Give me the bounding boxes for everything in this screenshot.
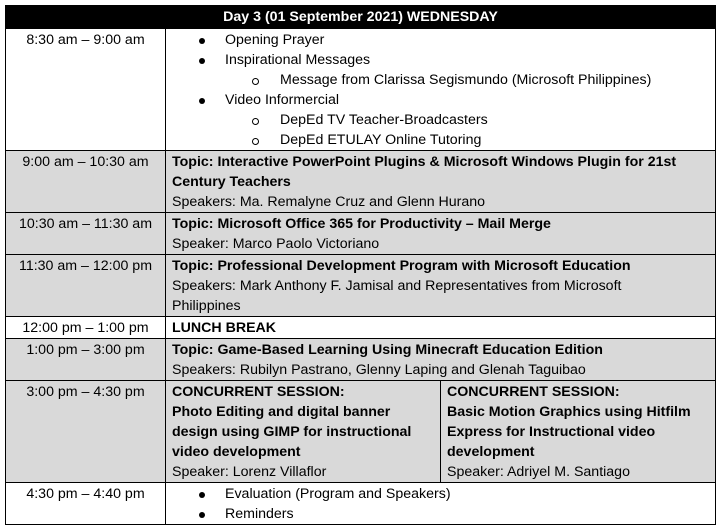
sub-list-item: DepEd TV Teacher-Broadcasters <box>172 110 709 130</box>
bullet-icon <box>199 58 205 64</box>
session-title-line: Photo Editing and digital banner <box>172 404 391 420</box>
agenda-cell <box>166 151 715 212</box>
list-item: Reminders <box>172 504 709 524</box>
concurrent-session-right <box>440 381 715 482</box>
time-slot: 1:00 pm – 3:00 pm <box>6 339 166 380</box>
bullet-icon <box>199 512 205 518</box>
sub-list-item: Message from Clarissa Segismundo (Microsoft Philippines) <box>172 70 709 90</box>
time-slot: 11:30 am – 12:00 pm <box>6 255 166 316</box>
session-heading: CONCURRENT SESSION: <box>172 384 345 400</box>
agenda-cell <box>166 255 715 316</box>
lunch-break-label: LUNCH BREAK <box>172 320 277 336</box>
session-heading: CONCURRENT SESSION: <box>447 384 620 400</box>
list-item: Inspirational Messages <box>172 50 709 70</box>
table-row <box>6 255 715 317</box>
sub-bullet-icon <box>252 78 259 85</box>
time-slot: 4:30 pm – 4:40 pm <box>6 483 166 524</box>
table-row <box>6 213 715 255</box>
session-title-line: video development <box>172 444 301 460</box>
session-title-line: Express for Instructional video <box>447 424 656 440</box>
session-speaker: Speakers: Mark Anthony F. Jamisal and Representatives from Microsoft <box>172 278 622 294</box>
table-row <box>6 339 715 381</box>
session-speaker: Speaker: Marco Paolo Victoriano <box>172 236 380 252</box>
time-slot: 12:00 pm – 1:00 pm <box>6 317 166 338</box>
agenda-cell <box>166 339 715 380</box>
time-slot: 3:00 pm – 4:30 pm <box>6 381 166 482</box>
session-topic-cont: Century Teachers <box>172 174 291 190</box>
table-row <box>6 151 715 213</box>
agenda-cell <box>166 483 715 524</box>
bullet-icon <box>199 492 205 498</box>
list-item: Opening Prayer <box>172 30 709 50</box>
agenda-cell <box>166 29 715 150</box>
sub-bullet-icon <box>252 138 259 145</box>
list-item: Evaluation (Program and Speakers) <box>172 484 709 504</box>
session-topic: Topic: Professional Development Program with Microsoft Education <box>172 258 631 274</box>
agenda-cell <box>166 317 715 338</box>
bullet-icon <box>199 38 205 44</box>
session-speaker-cont: Philippines <box>172 298 241 314</box>
session-speaker: Speaker: Adriyel M. Santiago <box>447 464 630 480</box>
list-item: Video Informercial <box>172 90 709 110</box>
session-topic: Topic: Game-Based Learning Using Minecraft Education Edition <box>172 342 603 358</box>
time-slot: 10:30 am – 11:30 am <box>6 213 166 254</box>
session-title-line: development <box>447 444 535 460</box>
table-row <box>6 317 715 339</box>
schedule-table <box>5 5 716 525</box>
time-slot: 8:30 am – 9:00 am <box>6 29 166 150</box>
session-speaker: Speakers: Ma. Remalyne Cruz and Glenn Hurano <box>172 194 486 210</box>
table-row <box>6 483 715 524</box>
session-speaker: Speaker: Lorenz Villaflor <box>172 464 327 480</box>
session-title-line: design using GIMP for instructional <box>172 424 412 440</box>
agenda-cell <box>166 381 715 482</box>
session-speaker: Speakers: Rubilyn Pastrano, Glenny Laping and Glenah Taguibao <box>172 362 586 378</box>
table-row <box>6 381 715 483</box>
sub-list-item: DepEd ETULAY Online Tutoring <box>172 130 709 150</box>
session-title-line: Basic Motion Graphics using Hitfilm <box>447 404 691 420</box>
session-topic: Topic: Interactive PowerPoint Plugins & Microsoft Windows Plugin for 21st <box>172 154 677 170</box>
agenda-cell <box>166 213 715 254</box>
day-title: Day 3 (01 September 2021) WEDNESDAY <box>6 6 715 29</box>
bullet-icon <box>199 98 205 104</box>
time-slot: 9:00 am – 10:30 am <box>6 151 166 212</box>
sub-bullet-icon <box>252 118 259 125</box>
concurrent-session-left <box>166 381 440 482</box>
session-topic: Topic: Microsoft Office 365 for Productivity – Mail Merge <box>172 216 551 232</box>
table-row <box>6 29 715 151</box>
